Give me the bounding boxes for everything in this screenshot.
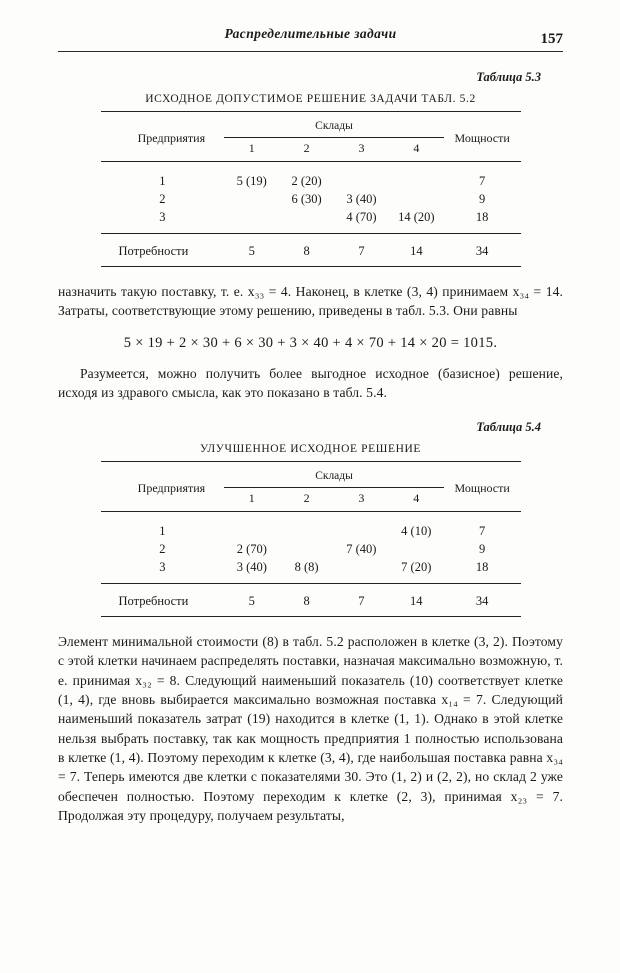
needs-4: 14 bbox=[410, 594, 423, 609]
table-spacer bbox=[101, 515, 521, 522]
warehouse-col-3: 3 bbox=[358, 491, 365, 506]
row-capacity: 7 bbox=[479, 173, 486, 188]
table-row bbox=[101, 208, 521, 226]
page-number: 157 bbox=[540, 31, 563, 47]
needs-label: Потребности bbox=[118, 244, 189, 258]
paragraph-2: Разумеется, можно получить более выгодное исходное (базисное) решение, исходя из здравого смысла, как это показано в табл. 5.4. bbox=[58, 365, 563, 400]
formula-total-cost: 5 × 19 + 2 × 30 + 6 × 30 + 3 × 40 + 4 × 70 + 14 × 20 = 1015. bbox=[123, 334, 498, 351]
row-label: 1 bbox=[159, 173, 166, 188]
row-label: 3 bbox=[159, 559, 166, 574]
needs-3: 7 bbox=[358, 244, 365, 258]
cell-3-2 bbox=[279, 208, 334, 226]
table-rule-bottom bbox=[101, 617, 521, 621]
table-spacer bbox=[101, 165, 521, 172]
header-warehouses-group: Склады bbox=[224, 115, 444, 138]
needs-row bbox=[101, 587, 521, 617]
needs-row bbox=[101, 237, 521, 267]
needs-1: 5 bbox=[248, 594, 255, 609]
table-5-4-block bbox=[58, 420, 563, 620]
page-header bbox=[58, 26, 563, 48]
warehouse-col-1: 1 bbox=[248, 141, 255, 155]
table-5-3-block bbox=[58, 70, 563, 270]
needs-total: 34 bbox=[475, 594, 489, 609]
needs-total: 34 bbox=[475, 244, 489, 258]
table-header-row bbox=[101, 465, 521, 488]
paragraph-1: назначить такую поставку, т. е. x₃₃ = 4. Наконец, в клетке (3, 4) принимаем x₃₄ = 14. Затраты, соответствующие этому решению, приведены в табл. 5.3. Они равны bbox=[58, 284, 563, 319]
header-capacity: Мощности bbox=[454, 480, 510, 495]
warehouse-col-2: 2 bbox=[303, 141, 310, 155]
cell-3-4: 7 (20) bbox=[401, 559, 432, 574]
table-row bbox=[101, 172, 521, 190]
cell-2-1 bbox=[224, 190, 279, 208]
table-5-4 bbox=[101, 461, 521, 620]
table-spacer bbox=[101, 226, 521, 234]
table-5-3-title: ИСХОДНОЕ ДОПУСТИМОЕ РЕШЕНИЕ ЗАДАЧИ ТАБЛ. 5.2 bbox=[145, 93, 476, 105]
header-divider bbox=[58, 51, 563, 52]
row-label: 2 bbox=[159, 191, 166, 206]
header-capacity: Мощности bbox=[454, 130, 510, 145]
table-row bbox=[101, 190, 521, 208]
row-capacity: 18 bbox=[475, 209, 489, 224]
cell-3-1 bbox=[224, 208, 279, 226]
cell-1-1: 5 (19) bbox=[236, 173, 267, 188]
cell-1-4 bbox=[389, 172, 444, 190]
cell-1-3 bbox=[334, 172, 389, 190]
row-label: 2 bbox=[159, 541, 166, 556]
cell-2-4 bbox=[389, 190, 444, 208]
running-title: Распределительные задачи bbox=[224, 26, 397, 41]
cell-2-4 bbox=[389, 540, 444, 558]
cell-1-3 bbox=[334, 522, 389, 540]
warehouse-col-3: 3 bbox=[358, 141, 365, 155]
row-label: 1 bbox=[159, 523, 166, 538]
row-label: 3 bbox=[159, 209, 166, 224]
row-capacity: 18 bbox=[475, 559, 489, 574]
cell-2-2 bbox=[279, 540, 334, 558]
warehouse-col-2: 2 bbox=[303, 491, 310, 506]
needs-1: 5 bbox=[248, 244, 255, 258]
paragraph-3: Элемент минимальной стоимости (8) в табл. 5.2 расположен в клетке (3, 2). Поэтому с этой клетки начинаем распределять поставки, назначая максимально возможную, т. е. принимая x₃₂ = 8. Следующий наименьший показатель (10) соответствует клетке (1, 4), где вновь выбирается максимально возможная поставка x₁₄ = 7. Следующий наименьший показатель затрат (19) находится в клетке (1, 1). Однако в этой клетке нельзя выбрать поставку, так как мощность предприятия 1 полностью использована в клетке (1, 4). Поэтому переходим к клетке (3, 4), где наибольшая поставка равна x₃₄ = 7. Теперь имеются две клетки с показателями 30. Это (1, 2) и (2, 2), но склад 2 уже обеспечен полностью. Поэтому переходим к клетке (2, 3), принимая x₂₃ = 7. Продолжая эту процедуру, получаем результаты, bbox=[58, 634, 563, 823]
needs-4: 14 bbox=[410, 244, 423, 258]
header-entities: Предприятия bbox=[137, 130, 206, 145]
cell-1-2: 2 (20) bbox=[291, 173, 322, 188]
header-warehouses-group: Склады bbox=[224, 465, 443, 488]
table-5-3-caption: Таблица 5.3 bbox=[476, 70, 541, 84]
cell-3-2: 8 (8) bbox=[294, 559, 319, 574]
table-5-4-title: УЛУЧШЕННОЕ ИСХОДНОЕ РЕШЕНИЕ bbox=[199, 443, 422, 456]
cell-3-3: 4 (70) bbox=[346, 209, 377, 224]
warehouse-col-4: 4 bbox=[413, 141, 420, 155]
warehouse-col-4: 4 bbox=[413, 491, 420, 506]
table-row bbox=[101, 522, 521, 540]
needs-3: 7 bbox=[358, 594, 365, 609]
row-capacity: 9 bbox=[479, 191, 486, 206]
cell-2-3: 3 (40) bbox=[346, 191, 377, 206]
table-5-4-caption: Таблица 5.4 bbox=[476, 420, 541, 435]
cell-3-1: 3 (40) bbox=[236, 559, 267, 574]
table-5-3 bbox=[101, 111, 521, 270]
needs-2: 8 bbox=[303, 244, 310, 258]
cell-3-3 bbox=[334, 558, 389, 576]
cell-1-1 bbox=[224, 522, 279, 540]
needs-2: 8 bbox=[303, 594, 310, 609]
table-header-row bbox=[101, 115, 521, 138]
table-row bbox=[101, 558, 521, 576]
page-content bbox=[58, 26, 563, 825]
cell-1-2 bbox=[279, 522, 334, 540]
cell-2-3: 7 (40) bbox=[346, 541, 377, 556]
cell-1-4: 4 (10) bbox=[401, 523, 432, 538]
warehouse-col-1: 1 bbox=[248, 491, 255, 506]
header-entities: Предприятия bbox=[137, 480, 206, 495]
cell-2-2: 6 (30) bbox=[291, 191, 322, 206]
needs-label: Потребности bbox=[118, 594, 189, 609]
row-capacity: 9 bbox=[478, 541, 486, 556]
table-rule-bottom bbox=[101, 267, 521, 271]
table-row bbox=[101, 540, 521, 558]
table-spacer bbox=[101, 576, 521, 584]
cell-3-4: 14 (20) bbox=[398, 209, 435, 224]
row-capacity: 7 bbox=[478, 523, 486, 538]
cell-2-1: 2 (70) bbox=[236, 541, 267, 556]
